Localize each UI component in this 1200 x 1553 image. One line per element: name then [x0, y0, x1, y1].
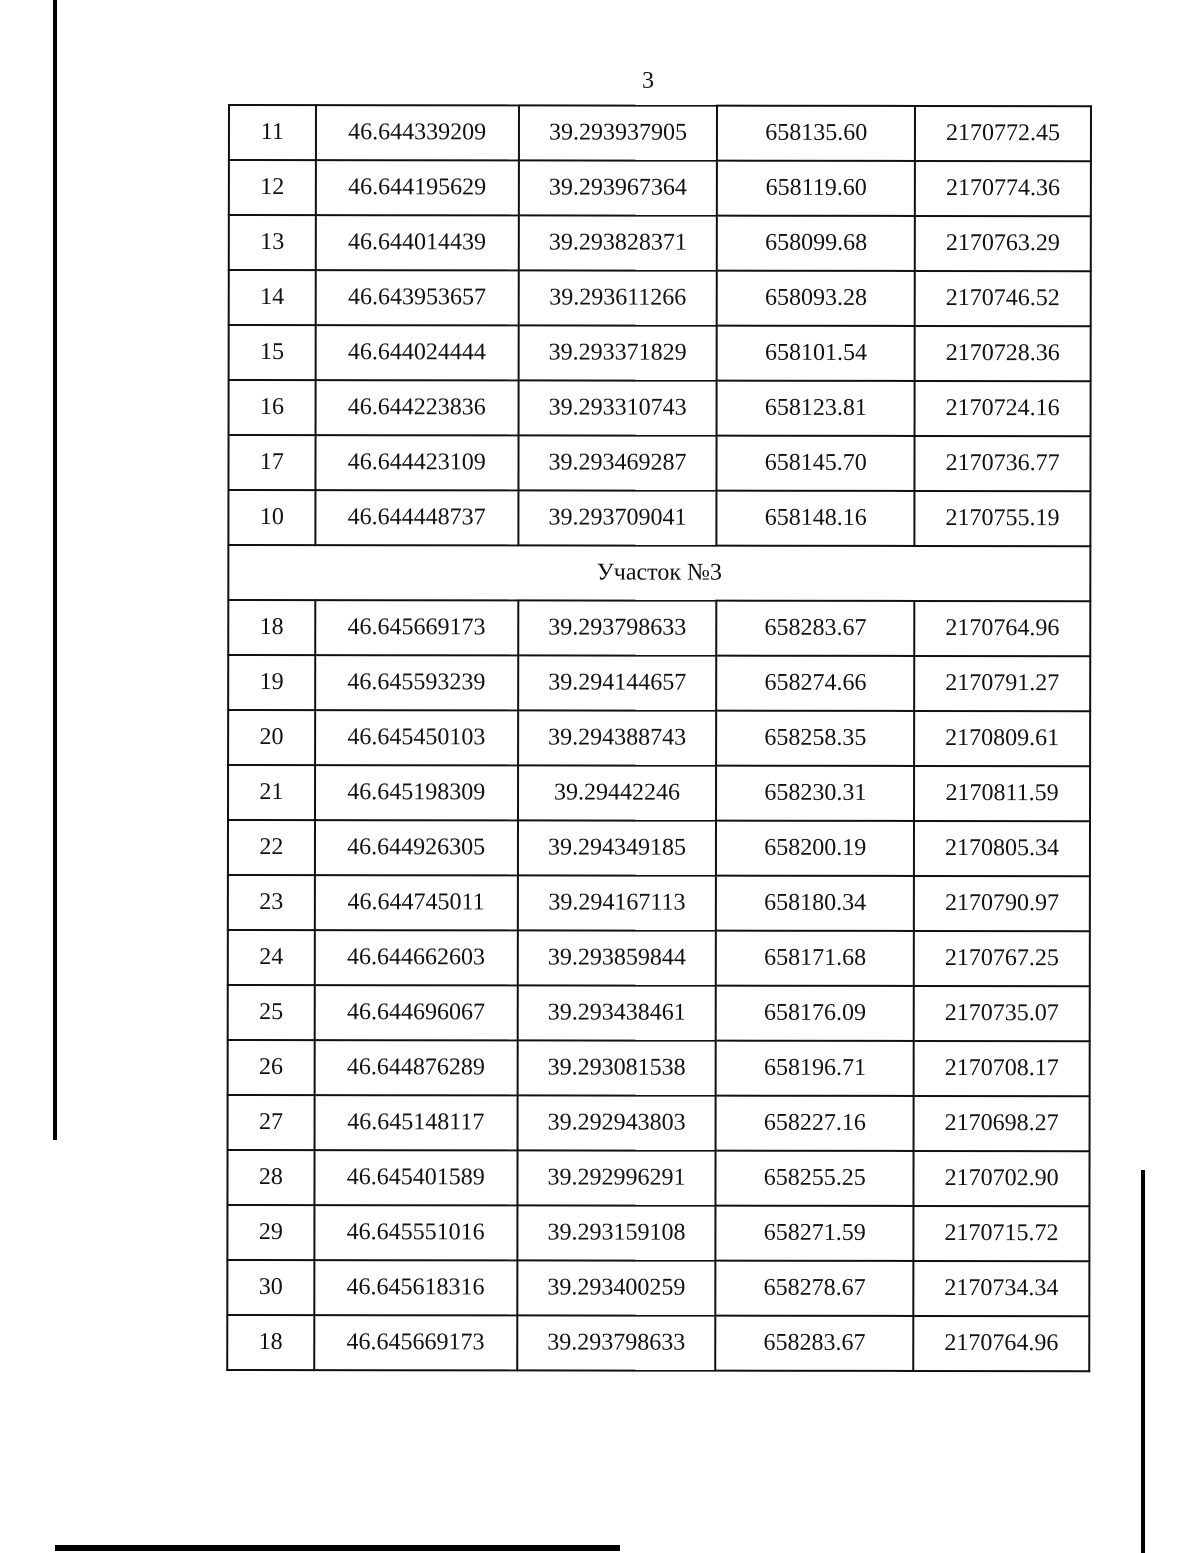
y-coordinate-cell: 2170736.77 [915, 436, 1091, 491]
latitude-cell: 46.644024444 [315, 325, 518, 380]
latitude-cell: 46.645593239 [315, 655, 518, 710]
x-coordinate-cell: 658230.31 [716, 766, 914, 821]
scan-edge-bottom [55, 1545, 620, 1551]
latitude-cell: 46.645551016 [314, 1205, 517, 1260]
y-coordinate-cell: 2170715.72 [914, 1206, 1090, 1261]
x-coordinate-cell: 658274.66 [717, 656, 915, 711]
point-number-cell: 27 [228, 1095, 315, 1150]
longitude-cell: 39.293798633 [517, 1315, 716, 1370]
latitude-cell: 46.644195629 [316, 160, 519, 215]
x-coordinate-cell: 658278.67 [716, 1261, 914, 1316]
point-number-cell: 24 [228, 930, 315, 985]
point-number-cell: 22 [228, 820, 315, 875]
y-coordinate-cell: 2170755.19 [915, 491, 1091, 546]
latitude-cell: 46.644876289 [314, 1040, 517, 1095]
page-number: 3 [642, 68, 654, 94]
longitude-cell: 39.292996291 [517, 1150, 716, 1205]
latitude-cell: 46.644662603 [315, 930, 518, 985]
x-coordinate-cell: 658283.67 [717, 601, 915, 656]
latitude-cell: 46.644223836 [315, 380, 518, 435]
table-row [228, 655, 1090, 711]
longitude-cell: 39.293709041 [518, 490, 717, 545]
y-coordinate-cell: 2170791.27 [914, 656, 1090, 711]
longitude-cell: 39.294388743 [518, 710, 717, 765]
longitude-cell: 39.29442246 [518, 765, 717, 820]
section-row [228, 545, 1090, 601]
coordinates-table [226, 104, 1092, 1372]
table-section-header [228, 545, 1090, 601]
longitude-cell: 39.293400259 [517, 1260, 716, 1315]
table-row [228, 710, 1090, 766]
y-coordinate-cell: 2170724.16 [915, 381, 1091, 436]
table-row [227, 1260, 1089, 1316]
latitude-cell: 46.644696067 [315, 985, 518, 1040]
latitude-cell: 46.645198309 [315, 765, 518, 820]
point-number-cell: 29 [227, 1205, 314, 1260]
point-number-cell: 26 [228, 1040, 315, 1095]
table-row [228, 600, 1090, 656]
longitude-cell: 39.293937905 [519, 105, 718, 160]
table-row [228, 435, 1090, 491]
point-number-cell: 25 [228, 985, 315, 1040]
longitude-cell: 39.293310743 [518, 380, 717, 435]
longitude-cell: 39.293081538 [517, 1040, 716, 1095]
x-coordinate-cell: 658101.54 [717, 326, 915, 381]
table-row [229, 325, 1091, 381]
point-number-cell: 17 [228, 435, 315, 490]
table-body-after-section [227, 600, 1090, 1371]
latitude-cell: 46.644926305 [315, 820, 518, 875]
x-coordinate-cell: 658176.09 [716, 986, 914, 1041]
table-row [228, 875, 1090, 931]
y-coordinate-cell: 2170811.59 [914, 766, 1090, 821]
table-row [229, 270, 1091, 326]
scan-edge-right [1141, 1170, 1145, 1553]
y-coordinate-cell: 2170698.27 [914, 1096, 1090, 1151]
y-coordinate-cell: 2170774.36 [915, 161, 1091, 216]
latitude-cell: 46.644014439 [316, 215, 519, 270]
y-coordinate-cell: 2170790.97 [914, 876, 1090, 931]
point-number-cell: 20 [228, 710, 315, 765]
latitude-cell: 46.644745011 [315, 875, 518, 930]
point-number-cell: 19 [228, 655, 315, 710]
table-row [229, 215, 1091, 271]
latitude-cell: 46.645618316 [314, 1260, 517, 1315]
longitude-cell: 39.293469287 [518, 435, 717, 490]
table-row [228, 985, 1090, 1041]
table-row [228, 490, 1090, 546]
table-row [227, 1150, 1089, 1206]
longitude-cell: 39.294349185 [518, 820, 717, 875]
x-coordinate-cell: 658283.67 [716, 1316, 914, 1371]
table-row [227, 1315, 1089, 1371]
x-coordinate-cell: 658093.28 [717, 271, 915, 326]
x-coordinate-cell: 658119.60 [717, 161, 915, 216]
table-row [228, 1095, 1090, 1151]
point-number-cell: 23 [228, 875, 315, 930]
x-coordinate-cell: 658135.60 [717, 106, 915, 161]
table-row [228, 1040, 1090, 1096]
y-coordinate-cell: 2170702.90 [914, 1151, 1090, 1206]
latitude-cell: 46.643953657 [316, 270, 519, 325]
point-number-cell: 21 [228, 765, 315, 820]
latitude-cell: 46.645401589 [314, 1150, 517, 1205]
longitude-cell: 39.293828371 [518, 215, 717, 270]
longitude-cell: 39.294167113 [517, 875, 716, 930]
table-row [229, 105, 1091, 161]
x-coordinate-cell: 658227.16 [716, 1096, 914, 1151]
section-title: Участок №3 [228, 545, 1090, 601]
x-coordinate-cell: 658145.70 [717, 436, 915, 491]
y-coordinate-cell: 2170746.52 [915, 271, 1091, 326]
longitude-cell: 39.293159108 [517, 1205, 716, 1260]
point-number-cell: 10 [228, 490, 315, 545]
longitude-cell: 39.293798633 [518, 600, 717, 655]
point-number-cell: 13 [229, 215, 316, 270]
longitude-cell: 39.293611266 [518, 270, 717, 325]
table-row [228, 765, 1090, 821]
longitude-cell: 39.293438461 [517, 985, 716, 1040]
y-coordinate-cell: 2170708.17 [914, 1041, 1090, 1096]
point-number-cell: 18 [228, 600, 315, 655]
x-coordinate-cell: 658196.71 [716, 1041, 914, 1096]
table-row [227, 1205, 1089, 1261]
x-coordinate-cell: 658099.68 [717, 216, 915, 271]
y-coordinate-cell: 2170764.96 [914, 601, 1090, 656]
latitude-cell: 46.645669173 [315, 600, 518, 655]
y-coordinate-cell: 2170734.34 [913, 1261, 1089, 1316]
point-number-cell: 30 [227, 1260, 314, 1315]
y-coordinate-cell: 2170805.34 [914, 821, 1090, 876]
y-coordinate-cell: 2170767.25 [914, 931, 1090, 986]
latitude-cell: 46.644423109 [315, 435, 518, 490]
longitude-cell: 39.292943803 [517, 1095, 716, 1150]
longitude-cell: 39.294144657 [518, 655, 717, 710]
y-coordinate-cell: 2170772.45 [915, 106, 1091, 161]
x-coordinate-cell: 658255.25 [716, 1151, 914, 1206]
point-number-cell: 18 [227, 1315, 314, 1370]
y-coordinate-cell: 2170764.96 [913, 1316, 1089, 1371]
point-number-cell: 15 [229, 325, 316, 380]
point-number-cell: 14 [229, 270, 316, 325]
table-row [228, 820, 1090, 876]
table-row [229, 160, 1091, 216]
table-body-before-section [228, 105, 1091, 546]
longitude-cell: 39.293859844 [517, 930, 716, 985]
point-number-cell: 11 [229, 105, 316, 160]
x-coordinate-cell: 658180.34 [716, 876, 914, 931]
x-coordinate-cell: 658271.59 [716, 1206, 914, 1261]
point-number-cell: 16 [229, 380, 316, 435]
y-coordinate-cell: 2170763.29 [915, 216, 1091, 271]
x-coordinate-cell: 658200.19 [716, 821, 914, 876]
latitude-cell: 46.644339209 [316, 105, 519, 160]
y-coordinate-cell: 2170809.61 [914, 711, 1090, 766]
scan-edge-left [53, 0, 57, 1140]
latitude-cell: 46.644448737 [315, 490, 518, 545]
x-coordinate-cell: 658171.68 [716, 931, 914, 986]
point-number-cell: 28 [227, 1150, 314, 1205]
y-coordinate-cell: 2170735.07 [914, 986, 1090, 1041]
point-number-cell: 12 [229, 160, 316, 215]
longitude-cell: 39.293371829 [518, 325, 717, 380]
latitude-cell: 46.645148117 [314, 1095, 517, 1150]
latitude-cell: 46.645669173 [314, 1315, 517, 1370]
x-coordinate-cell: 658258.35 [717, 711, 915, 766]
table-row [228, 930, 1090, 986]
x-coordinate-cell: 658123.81 [717, 381, 915, 436]
latitude-cell: 46.645450103 [315, 710, 518, 765]
table-row [229, 380, 1091, 436]
longitude-cell: 39.293967364 [518, 160, 717, 215]
y-coordinate-cell: 2170728.36 [915, 326, 1091, 381]
x-coordinate-cell: 658148.16 [717, 491, 915, 546]
